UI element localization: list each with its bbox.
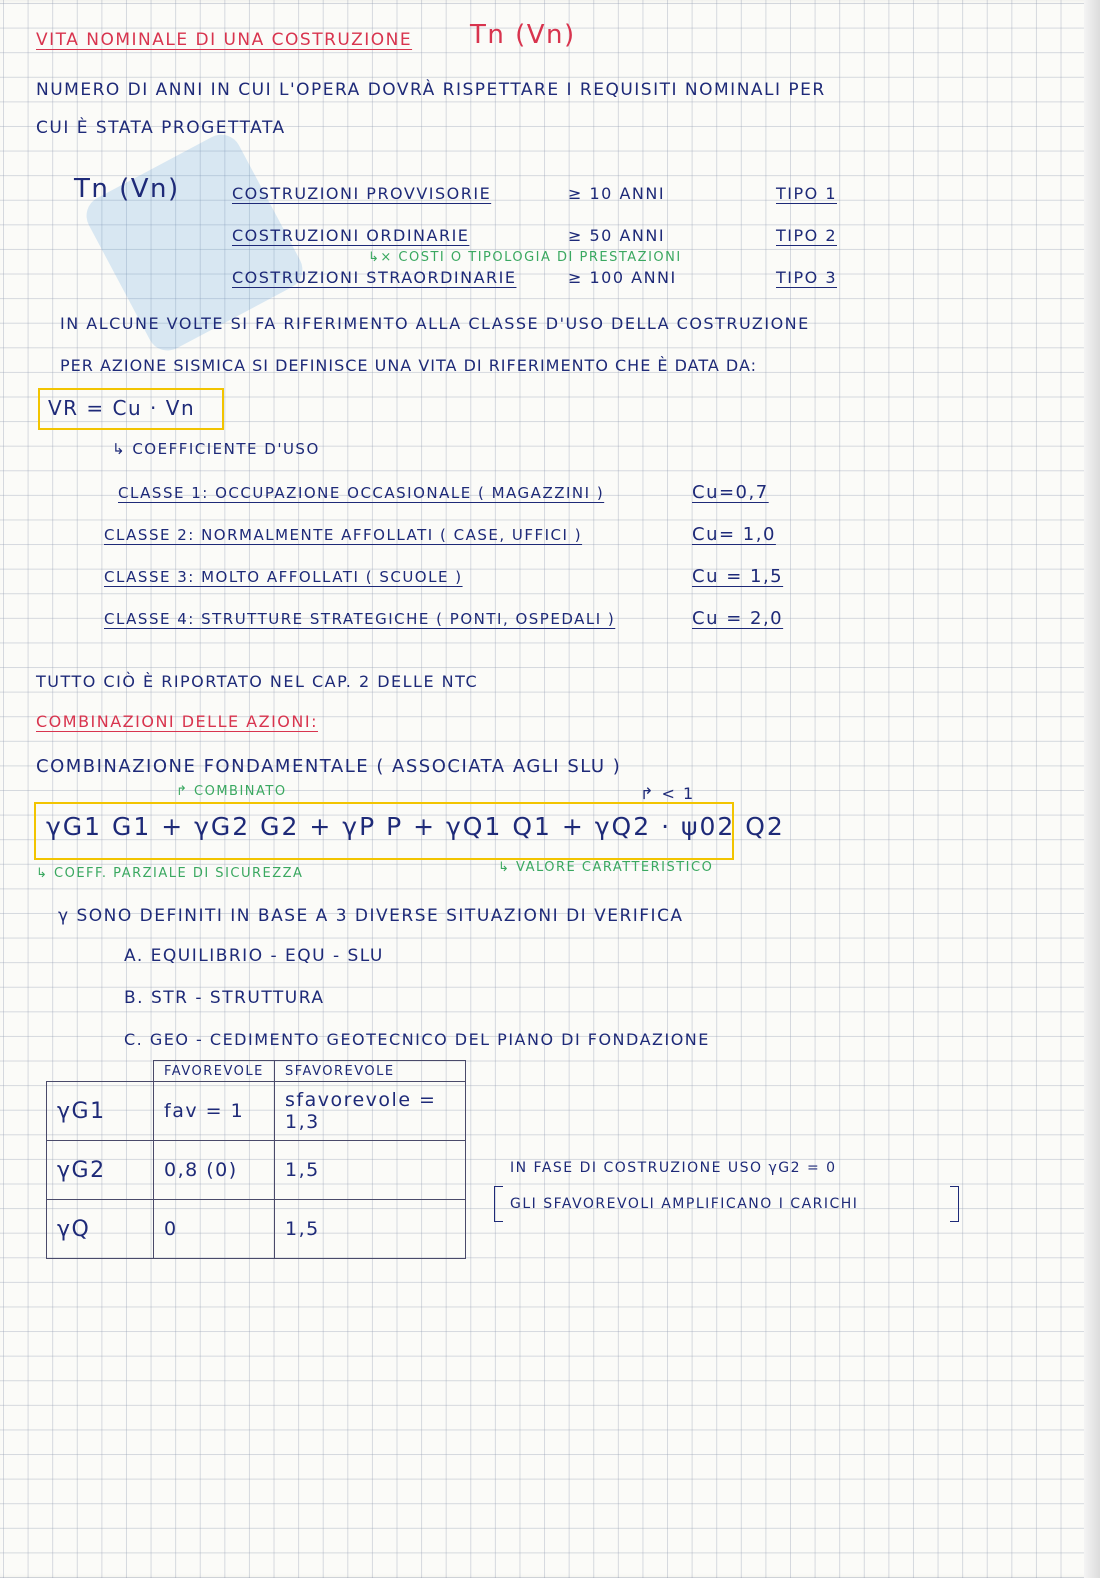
row-unfavorable: 1,5 [275,1200,466,1259]
coefficient-label: ↳ COEFFICIENTE D'USO [112,440,320,458]
table-row [47,1141,466,1200]
row-unfavorable: 1,5 [275,1141,466,1200]
situation-b: B. STR - STRUTTURA [124,988,325,1008]
gamma-intro: γ SONO DEFINITI IN BASE A 3 DIVERSE SITUAZIONI DI VERIFICA [58,906,684,926]
table-header-empty [47,1061,154,1082]
class-2-label: CLASSE 2: NORMALMENTE AFFOLLATI ( CASE, UFFICI ) [104,526,583,544]
left-bracket [494,1186,503,1222]
class-1-cu: Cu=0,7 [692,482,769,503]
side-note-line-1: IN FASE DI COSTRUZIONE USO γG2 = 0 [510,1160,837,1176]
row-name: γG2 [47,1141,154,1200]
class-3-label: CLASSE 3: MOLTO AFFOLLATI ( SCUOLE ) [104,568,463,586]
safety-coefficient-note: ↳ COEFF. PARZIALE DI SICUREZZA [36,866,304,881]
combinato-note: ↱ COMBINATO [176,784,287,799]
right-bracket [950,1186,959,1222]
ntc-note: TUTTO CIÒ È RIPORTATO NEL CAP. 2 DELLE NTC [36,672,479,691]
construction-years-2: ≥ 50 ANNI [568,226,666,245]
construction-type-3: TIPO 3 [776,268,837,287]
class-reference: IN ALCUNE VOLTE SI FA RIFERIMENTO ALLA CLASSE D'USO DELLA COSTRUZIONE [60,314,810,333]
situation-a: A. EQUILIBRIO - EQU - SLU [124,946,384,966]
construction-name-3: COSTRUZIONI STRAORDINARIE [232,268,517,287]
class-3-cu: Cu = 1,5 [692,566,784,587]
row-name: γQ [47,1200,154,1259]
tn-label: Tn (Vn) [74,174,180,204]
table-row [47,1200,466,1259]
table-row [47,1082,466,1141]
situation-c: C. GEO - CEDIMENTO GEOTECNICO DEL PIANO DI FONDAZIONE [124,1030,710,1049]
combination-formula: γG1 G1 + γG2 G2 + γP P + γQ1 Q1 + γQ2 · ψ02 Q2 [46,812,785,841]
intro-line-1: NUMERO DI ANNI IN CUI L'OPERA DOVRÀ RISPETTARE I REQUISITI NOMINALI PER [36,80,826,100]
construction-type-2: TIPO 2 [776,226,837,245]
table-header-favorable: FAVOREVOLE [154,1061,275,1082]
cost-note: ↳× COSTI O TIPOLOGIA DI PRESTAZIONI [368,250,682,265]
construction-name-1: COSTRUZIONI PROVVISORIE [232,184,492,203]
class-1-label: CLASSE 1: OCCUPAZIONE OCCASIONALE ( MAGAZZINI ) [118,484,605,502]
row-favorable: fav = 1 [154,1082,275,1141]
page-edge [1084,0,1100,1578]
title-symbol: Tn (Vn) [470,20,576,50]
class-2-cu: Cu= 1,0 [692,524,776,545]
fundamental-combination: COMBINAZIONE FONDAMENTALE ( ASSOCIATA AGLI SLU ) [36,756,622,777]
construction-years-3: ≥ 100 ANNI [568,268,677,287]
row-unfavorable: sfavorevole = 1,3 [275,1082,466,1141]
construction-name-2: COSTRUZIONI ORDINARIE [232,226,470,245]
table-header-unfavorable: SFAVOREVOLE [275,1061,466,1082]
lt-one-note: ↱ < 1 [640,784,695,803]
class-4-label: CLASSE 4: STRUTTURE STRATEGICHE ( PONTI, OSPEDALI ) [104,610,616,628]
characteristic-value-note: ↳ VALORE CARATTERISTICO [498,860,714,875]
side-note-line-2: GLI SFAVOREVOLI AMPLIFICANO I CARICHI [510,1196,859,1212]
gamma-table [46,1060,466,1259]
page-title: VITA NOMINALE DI UNA COSTRUZIONE [36,30,413,50]
class-4-cu: Cu = 2,0 [692,608,784,629]
row-favorable: 0 [154,1200,275,1259]
row-name: γG1 [47,1082,154,1141]
section-heading: COMBINAZIONI DELLE AZIONI: [36,712,318,731]
construction-years-1: ≥ 10 ANNI [568,184,666,203]
row-favorable: 0,8 (0) [154,1141,275,1200]
vr-formula: VR = Cu · Vn [48,396,196,420]
intro-line-2: CUI È STATA PROGETTATA [36,118,286,138]
construction-type-1: TIPO 1 [776,184,837,203]
seismic-definition: PER AZIONE SISMICA SI DEFINISCE UNA VITA DI RIFERIMENTO CHE È DATA DA: [60,356,757,375]
